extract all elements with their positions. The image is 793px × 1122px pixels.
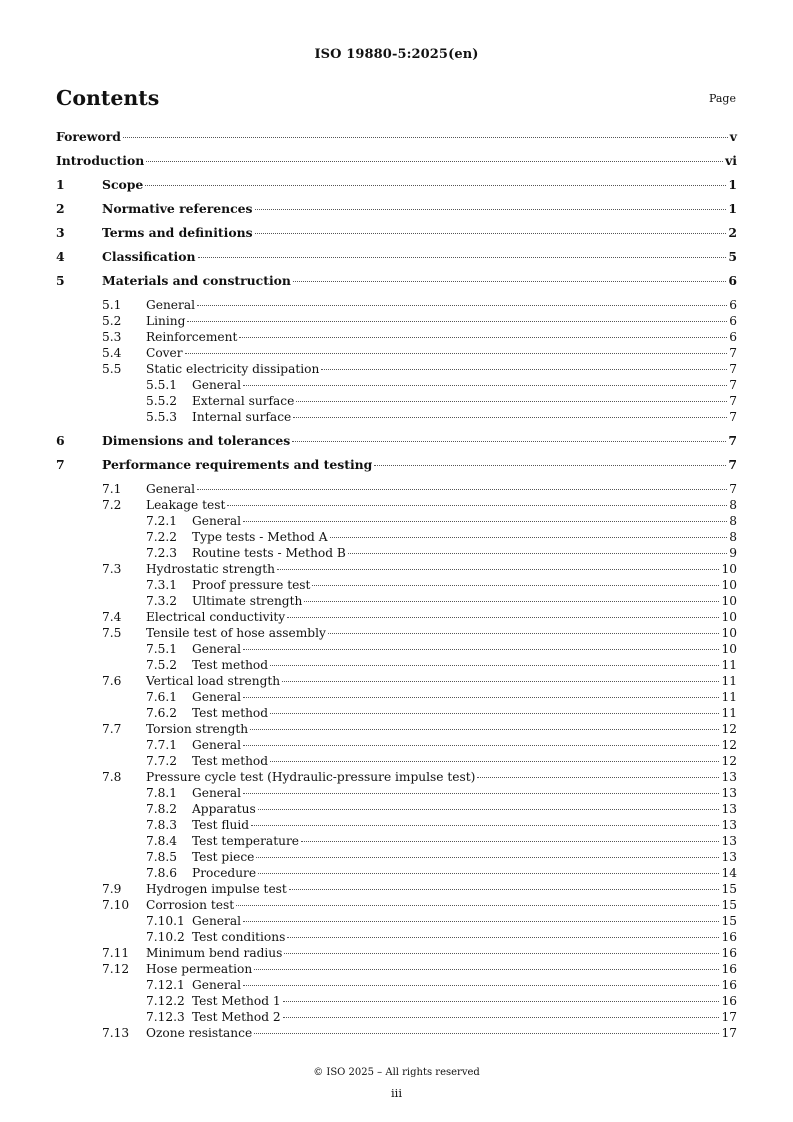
toc-entry[interactable] — [56, 801, 737, 817]
toc-entry-title: Leakage test — [146, 498, 226, 512]
dot-leader — [477, 777, 719, 778]
toc-entry-page: 8 — [729, 514, 737, 528]
toc-entry[interactable] — [56, 881, 737, 897]
toc-entry-title: Dimensions and tolerances — [102, 433, 291, 448]
dot-leader — [293, 281, 726, 282]
toc-entry-number: 5.1 — [102, 298, 122, 312]
toc-entry-number: 7.3 — [102, 562, 122, 576]
toc-entry-title: General — [192, 378, 241, 392]
dot-leader — [312, 585, 719, 586]
toc-entry-title: General — [192, 514, 241, 528]
dot-leader — [283, 1017, 720, 1018]
toc-entry-page: 13 — [721, 770, 737, 784]
toc-entry-page: 12 — [721, 738, 737, 752]
toc-entry-title: Test piece — [192, 850, 255, 864]
dot-leader — [348, 553, 727, 554]
toc-entry-title: Cover — [146, 346, 183, 360]
toc-entry-number: 7.5.1 — [146, 642, 178, 656]
toc-entry-number: 5.3 — [102, 330, 122, 344]
toc-entry-title: Hydrostatic strength — [146, 562, 275, 576]
copyright-notice: © ISO 2025 – All rights reserved — [313, 1067, 480, 1078]
toc-entry-number: 7.4 — [102, 610, 122, 624]
dot-leader — [284, 953, 719, 954]
toc-entry[interactable] — [56, 673, 737, 689]
dot-leader — [197, 305, 727, 306]
toc-entry[interactable] — [56, 273, 737, 297]
dot-leader — [301, 841, 720, 842]
dot-leader — [243, 921, 719, 922]
toc-entry-title: Reinforcement — [146, 330, 238, 344]
toc-entry[interactable] — [56, 313, 737, 329]
toc-entry-page: 7 — [729, 346, 737, 360]
toc-entry-page: 9 — [729, 546, 737, 560]
toc-entry[interactable] — [56, 993, 737, 1009]
toc-entry-number: 5 — [56, 273, 65, 288]
toc-entry-page: 7 — [728, 433, 737, 448]
toc-entry[interactable] — [56, 897, 737, 913]
toc-entry-title: Ultimate strength — [192, 594, 303, 608]
toc-entry-title: Vertical load strength — [146, 674, 281, 688]
toc-entry-page: 10 — [721, 578, 737, 592]
toc-entry-number: 7.6.2 — [146, 706, 178, 720]
toc-entry-page: v — [729, 129, 737, 144]
dot-leader — [251, 825, 719, 826]
toc-entry-title: Scope — [102, 177, 144, 192]
toc-entry-page: 12 — [721, 722, 737, 736]
toc-entry-number: 7.11 — [102, 946, 130, 960]
toc-entry[interactable] — [56, 457, 737, 481]
dot-leader — [254, 969, 719, 970]
dot-leader — [243, 793, 719, 794]
toc-entry-number: 7.10.2 — [146, 930, 185, 944]
toc-entry-title: Normative references — [102, 201, 253, 216]
toc-entry-page: 11 — [721, 706, 737, 720]
toc-entry-title: Lining — [146, 314, 186, 328]
toc-entry[interactable] — [56, 153, 737, 177]
toc-entry-title: Minimum bend radius — [146, 946, 283, 960]
toc-entry-page: 13 — [721, 802, 737, 816]
toc-entry-page: 1 — [728, 201, 737, 216]
page-number: iii — [390, 1086, 403, 1100]
toc-entry-number: 1 — [56, 177, 65, 192]
toc-entry[interactable] — [56, 833, 737, 849]
toc-entry-number: 7.6.1 — [146, 690, 178, 704]
toc-entry-page: 16 — [721, 978, 737, 992]
toc-entry[interactable] — [56, 129, 737, 153]
page-title: Contents — [56, 86, 160, 110]
dot-leader — [239, 337, 727, 338]
toc-entry[interactable] — [56, 577, 737, 593]
toc-entry-title: External surface — [192, 394, 295, 408]
toc-entry-page: 5 — [728, 249, 737, 264]
toc-entry-page: 15 — [721, 914, 737, 928]
toc-entry-page: 13 — [721, 834, 737, 848]
toc-entry-number: 5.5.1 — [146, 378, 178, 392]
toc-entry-number: 7.8 — [102, 770, 122, 784]
toc-entry-page: 16 — [721, 930, 737, 944]
toc-entry-number: 7.10.1 — [146, 914, 185, 928]
toc-entry-page: 7 — [729, 410, 737, 424]
toc-entry-number: 7.8.6 — [146, 866, 178, 880]
toc-entry-title: General — [192, 978, 241, 992]
toc-entry-title: Ozone resistance — [146, 1026, 253, 1040]
toc-entry[interactable] — [56, 409, 737, 425]
dot-leader — [236, 905, 719, 906]
toc-entry[interactable] — [56, 657, 737, 673]
toc-entry[interactable] — [56, 297, 737, 313]
dot-leader — [282, 681, 719, 682]
toc-entry-page: 14 — [721, 866, 737, 880]
toc-entry-page: 11 — [721, 658, 737, 672]
toc-entry[interactable] — [56, 769, 737, 785]
dot-leader — [198, 257, 727, 258]
toc-entry[interactable] — [56, 225, 737, 249]
toc-entry[interactable] — [56, 593, 737, 609]
toc-entry[interactable] — [56, 641, 737, 657]
dot-leader — [227, 505, 727, 506]
toc-entry[interactable] — [56, 977, 737, 993]
toc-entry-number: 5.5 — [102, 362, 122, 376]
toc-entry-page: 7 — [729, 378, 737, 392]
toc-entry-title: General — [192, 738, 241, 752]
dot-leader — [187, 321, 727, 322]
toc-entry-title: General — [192, 642, 241, 656]
toc-entry-title: Classification — [102, 249, 196, 264]
toc-entry-page: 7 — [729, 482, 737, 496]
toc-entry-title: Static electricity dissipation — [146, 362, 320, 376]
toc-entry-page: 10 — [721, 626, 737, 640]
toc-entry[interactable] — [56, 433, 737, 457]
dot-leader — [255, 233, 727, 234]
page-column-label: Page — [708, 92, 736, 105]
toc-entry[interactable] — [56, 1009, 737, 1025]
toc-entry-number: 5.2 — [102, 314, 122, 328]
toc-entry[interactable] — [56, 393, 737, 409]
toc-entry-number: 7.2.1 — [146, 514, 178, 528]
toc-entry-number: 3 — [56, 225, 65, 240]
dot-leader — [289, 889, 720, 890]
toc-entry[interactable] — [56, 377, 737, 393]
toc-entry-page: 1 — [728, 177, 737, 192]
dot-leader — [250, 729, 719, 730]
toc-entry[interactable] — [56, 785, 737, 801]
toc-entry-number: 7.8.1 — [146, 786, 178, 800]
toc-entry-title: Hydrogen impulse test — [146, 882, 287, 896]
dot-leader — [197, 489, 727, 490]
toc-entry-page: 7 — [729, 394, 737, 408]
dot-leader — [258, 873, 719, 874]
toc-entry-page: 7 — [729, 362, 737, 376]
dot-leader — [123, 137, 728, 138]
toc-entry-title: Materials and construction — [102, 273, 291, 288]
toc-entry-number: 7.2 — [102, 498, 122, 512]
toc-entry[interactable] — [56, 609, 737, 625]
table-of-contents — [56, 129, 737, 1041]
toc-entry-page: 16 — [721, 994, 737, 1008]
toc-entry-number: 7.6 — [102, 674, 122, 688]
toc-entry[interactable] — [56, 249, 737, 273]
toc-entry[interactable] — [56, 753, 737, 769]
toc-entry[interactable] — [56, 705, 737, 721]
toc-entry-page: 2 — [728, 225, 737, 240]
toc-entry[interactable] — [56, 913, 737, 929]
toc-entry-number: 7.1 — [102, 482, 122, 496]
document-header: ISO 19880-5:2025(en) — [314, 47, 479, 62]
toc-entry-title: Pressure cycle test (Hydraulic-pressure impulse test) — [146, 770, 476, 784]
toc-entry[interactable] — [56, 737, 737, 753]
toc-entry-page: 6 — [728, 273, 737, 288]
toc-entry[interactable] — [56, 561, 737, 577]
toc-entry-page: 6 — [729, 330, 737, 344]
toc-entry-title: Foreword — [56, 129, 121, 144]
toc-entry-number: 5.4 — [102, 346, 122, 360]
toc-entry[interactable] — [56, 961, 737, 977]
dot-leader — [374, 465, 726, 466]
dot-leader — [270, 665, 719, 666]
dot-leader — [283, 1001, 720, 1002]
toc-entry[interactable] — [56, 721, 737, 737]
toc-entry-title: Type tests - Method A — [192, 530, 328, 544]
dot-leader — [146, 161, 723, 162]
dot-leader — [296, 401, 727, 402]
toc-entry[interactable] — [56, 177, 737, 201]
dot-leader — [145, 185, 726, 186]
dot-leader — [292, 441, 726, 442]
dot-leader — [330, 537, 728, 538]
toc-entry-title: General — [192, 914, 241, 928]
toc-entry-number: 7.2.3 — [146, 546, 178, 560]
dot-leader — [258, 809, 720, 810]
toc-entry-number: 7.7 — [102, 722, 122, 736]
toc-entry-number: 7.12.2 — [146, 994, 185, 1008]
toc-entry-title: Procedure — [192, 866, 257, 880]
dot-leader — [304, 601, 719, 602]
toc-entry-page: 10 — [721, 642, 737, 656]
toc-entry-number: 6 — [56, 433, 65, 448]
toc-entry-page: 10 — [721, 610, 737, 624]
toc-entry[interactable] — [56, 625, 737, 641]
toc-entry-title: Tensile test of hose assembly — [146, 626, 326, 640]
toc-entry-page: 15 — [721, 882, 737, 896]
toc-entry-title: Proof pressure test — [192, 578, 311, 592]
toc-entry-page: 17 — [721, 1026, 737, 1040]
toc-entry-page: 11 — [721, 690, 737, 704]
dot-leader — [293, 417, 727, 418]
toc-entry-page: 6 — [729, 314, 737, 328]
toc-entry-title: General — [146, 298, 195, 312]
toc-entry-number: 7.7.2 — [146, 754, 178, 768]
toc-entry-number: 7.2.2 — [146, 530, 178, 544]
toc-entry-title: Test method — [192, 754, 269, 768]
toc-entry-number: 7.8.4 — [146, 834, 178, 848]
dot-leader — [243, 521, 727, 522]
toc-entry[interactable] — [56, 689, 737, 705]
toc-entry[interactable] — [56, 513, 737, 529]
toc-entry-title: Performance requirements and testing — [102, 457, 373, 472]
toc-entry-number: 7.12 — [102, 962, 130, 976]
dot-leader — [243, 385, 727, 386]
toc-entry-page: 13 — [721, 786, 737, 800]
dot-leader — [185, 353, 728, 354]
toc-entry-page: 13 — [721, 850, 737, 864]
toc-entry-number: 7.9 — [102, 882, 122, 896]
toc-entry-number: 7.5.2 — [146, 658, 178, 672]
toc-entry-number: 2 — [56, 201, 65, 216]
dot-leader — [256, 857, 719, 858]
toc-entry-number: 7.12.3 — [146, 1010, 185, 1024]
toc-entry-page: 11 — [721, 674, 737, 688]
toc-entry-number: 7.3.2 — [146, 594, 178, 608]
toc-entry-title: Corrosion test — [146, 898, 235, 912]
toc-entry-title: General — [146, 482, 195, 496]
toc-entry-number: 7.10 — [102, 898, 130, 912]
toc-entry-page: 7 — [728, 457, 737, 472]
toc-entry-title: Test temperature — [192, 834, 299, 848]
toc-entry-number: 7.7.1 — [146, 738, 178, 752]
dot-leader — [287, 617, 719, 618]
toc-entry-number: 7.8.2 — [146, 802, 178, 816]
toc-entry-title: Internal surface — [192, 410, 292, 424]
dot-leader — [287, 937, 719, 938]
dot-leader — [243, 697, 719, 698]
toc-entry-title: Apparatus — [192, 802, 256, 816]
toc-entry-page: 8 — [729, 530, 737, 544]
dot-leader — [254, 1033, 719, 1034]
toc-entry[interactable] — [56, 345, 737, 361]
dot-leader — [243, 649, 719, 650]
toc-entry-title: Test Method 1 — [192, 994, 281, 1008]
toc-entry-number: 7.8.5 — [146, 850, 178, 864]
toc-entry-number: 5.5.2 — [146, 394, 178, 408]
toc-entry[interactable] — [56, 929, 737, 945]
toc-entry[interactable] — [56, 481, 737, 497]
toc-entry[interactable] — [56, 817, 737, 833]
toc-entry-number: 7.13 — [102, 1026, 130, 1040]
toc-entry-page: 12 — [721, 754, 737, 768]
toc-entry-title: Torsion strength — [146, 722, 249, 736]
toc-entry-title: Terms and definitions — [102, 225, 253, 240]
dot-leader — [270, 761, 719, 762]
toc-entry-title: General — [192, 786, 241, 800]
toc-entry-number: 7.5 — [102, 626, 122, 640]
toc-entry[interactable] — [56, 361, 737, 377]
toc-entry-number: 7 — [56, 457, 65, 472]
toc-entry-number: 7.12.1 — [146, 978, 185, 992]
toc-entry-page: 13 — [721, 818, 737, 832]
dot-leader — [243, 985, 719, 986]
toc-entry-title: Routine tests - Method B — [192, 546, 346, 560]
toc-entry-title: Test Method 2 — [192, 1010, 281, 1024]
toc-entry-title: General — [192, 690, 241, 704]
toc-entry-page: 17 — [721, 1010, 737, 1024]
dot-leader — [270, 713, 719, 714]
toc-entry-page: vi — [725, 153, 737, 168]
toc-entry-page: 10 — [721, 594, 737, 608]
toc-entry-page: 10 — [721, 562, 737, 576]
toc-entry-title: Introduction — [56, 153, 145, 168]
toc-entry-number: 7.8.3 — [146, 818, 178, 832]
dot-leader — [328, 633, 720, 634]
dot-leader — [321, 369, 727, 370]
toc-entry-number: 4 — [56, 249, 65, 264]
toc-entry[interactable] — [56, 945, 737, 961]
toc-entry-title: Hose permeation — [146, 962, 253, 976]
toc-entry-title: Test fluid — [192, 818, 250, 832]
dot-leader — [277, 569, 720, 570]
toc-entry[interactable] — [56, 849, 737, 865]
toc-entry[interactable] — [56, 545, 737, 561]
toc-entry[interactable] — [56, 329, 737, 345]
toc-entry-page: 16 — [721, 946, 737, 960]
toc-entry-number: 7.3.1 — [146, 578, 178, 592]
toc-entry[interactable] — [56, 201, 737, 225]
toc-entry[interactable] — [56, 1025, 737, 1041]
toc-entry-page: 16 — [721, 962, 737, 976]
toc-entry-title: Test method — [192, 706, 269, 720]
dot-leader — [243, 745, 719, 746]
toc-entry-page: 15 — [721, 898, 737, 912]
toc-entry[interactable] — [56, 529, 737, 545]
toc-entry[interactable] — [56, 497, 737, 513]
toc-entry-title: Test method — [192, 658, 269, 672]
toc-entry[interactable] — [56, 865, 737, 881]
dot-leader — [255, 209, 727, 210]
toc-entry-title: Electrical conductivity — [146, 610, 286, 624]
toc-entry-page: 6 — [729, 298, 737, 312]
toc-entry-page: 8 — [729, 498, 737, 512]
toc-entry-number: 5.5.3 — [146, 410, 178, 424]
toc-entry-title: Test conditions — [192, 930, 286, 944]
